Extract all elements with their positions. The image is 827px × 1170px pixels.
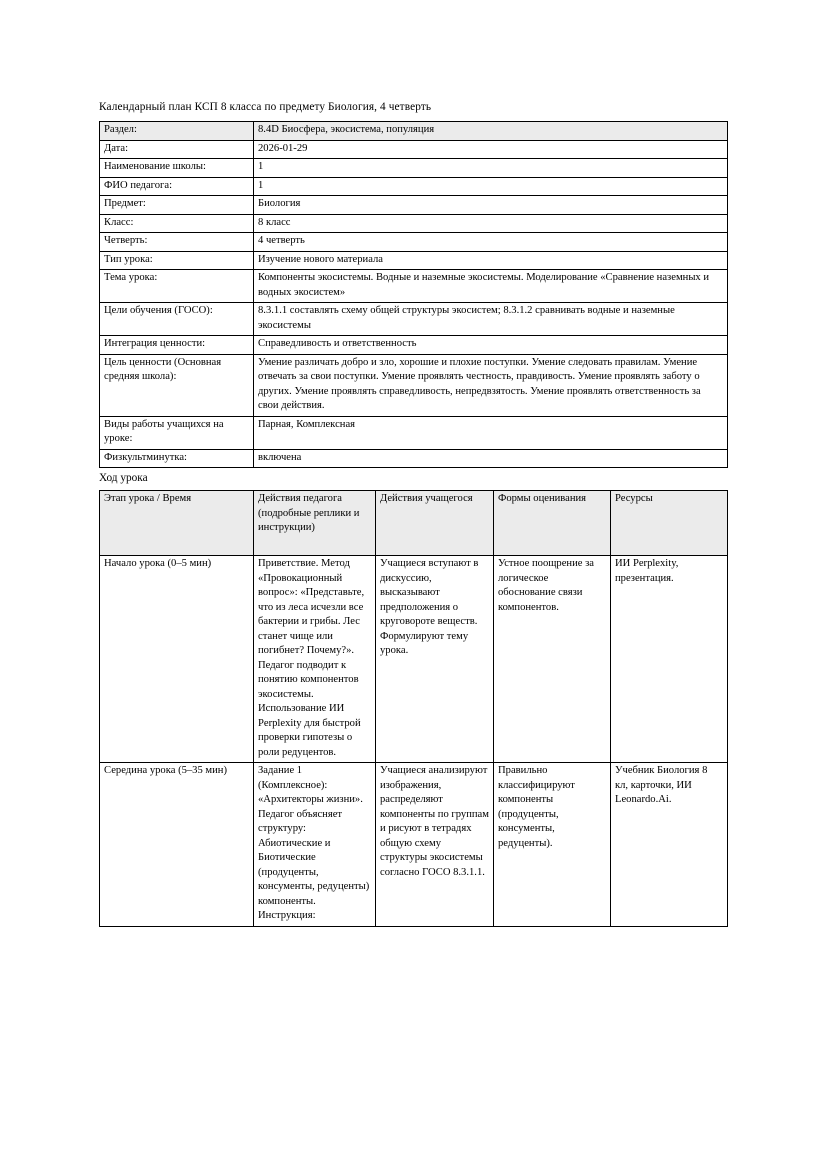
table-row [100, 251, 728, 270]
table-row [100, 140, 728, 159]
info-label-cell: Раздел: [100, 122, 254, 141]
lesson-flow-table-head [100, 491, 728, 556]
info-label-cell: Цель ценности (Основная средняя школа): [100, 354, 254, 416]
info-value-cell: Парная, Комплексная [254, 416, 728, 449]
teacher-actions-cell: Задание 1 (Комплексное): «Архитекторы жизни». Педагог объясняет структуру: Абиотические и Биотические (продуценты, консументы, редуценты) компоненты. Инструкция: [254, 763, 376, 927]
info-label-cell: Четверть: [100, 233, 254, 252]
stage-cell: Начало урока (0–5 мин) [100, 556, 254, 763]
document-content [99, 100, 727, 927]
info-value-cell: Биология [254, 196, 728, 215]
page-title: Календарный план КСП 8 класса по предмету Биология, 4 четверть [99, 101, 432, 113]
info-value-cell: 2026-01-29 [254, 140, 728, 159]
info-value-cell: Компоненты экосистемы. Водные и наземные экосистемы. Моделирование «Сравнение наземных и водных экосистем» [254, 270, 728, 303]
info-label-cell: Дата: [100, 140, 254, 159]
info-label-cell: Цели обучения (ГОСО): [100, 303, 254, 336]
info-label-cell: Интеграция ценности: [100, 336, 254, 355]
student-actions-cell: Учащиеся анализируют изображения, распределяют компоненты по группам и рисуют в тетрадях общую схему структуры экосистемы согласно ГОСО 8.3.1.1. [376, 763, 494, 927]
student-actions-cell: Учащиеся вступают в дискуссию, высказывают предположения о круговороте веществ. Формулируют тему урока. [376, 556, 494, 763]
info-label-cell: ФИО педагога: [100, 177, 254, 196]
info-value-cell: Справедливость и ответственность [254, 336, 728, 355]
info-value-cell: включена [254, 449, 728, 468]
info-value-cell: 4 четверть [254, 233, 728, 252]
lesson-flow-table [99, 490, 728, 927]
table-row [100, 196, 728, 215]
table-row [100, 159, 728, 178]
table-row [100, 354, 728, 416]
info-value-cell: 8.3.1.1 составлять схему общей структуры экосистем; 8.3.1.2 сравнивать водные и наземные экосистемы [254, 303, 728, 336]
info-label-cell: Предмет: [100, 196, 254, 215]
info-label-cell: Тема урока: [100, 270, 254, 303]
lesson-info-table-body [100, 122, 728, 468]
info-value-cell: 1 [254, 159, 728, 178]
info-value-cell: Умение различать добро и зло, хорошие и плохие поступки. Умение следовать правилам. Умение отвечать за свои поступки. Умение проявлять честность, правдивость. Умение проявлять заботу о других. Умение проявлять справедливость, непредвзятость. Умение проявлять ответственность за свои действия. [254, 354, 728, 416]
resources-cell: ИИ Perplexity, презентация. [611, 556, 728, 763]
info-label-cell: Наименование школы: [100, 159, 254, 178]
lesson-info-table [99, 121, 728, 468]
column-header-stage: Этап урока / Время [100, 491, 254, 556]
table-row [100, 233, 728, 252]
table-row [100, 177, 728, 196]
column-header-student-actions: Действия учащегося [376, 491, 494, 556]
column-header-assessment: Формы оценивания [494, 491, 611, 556]
stage-cell: Середина урока (5–35 мин) [100, 763, 254, 927]
info-value-cell: 8 класс [254, 214, 728, 233]
table-row [100, 556, 728, 763]
table-row [100, 763, 728, 927]
column-header-teacher-actions: Действия педагога (подробные реплики и инструкции) [254, 491, 376, 556]
lesson-flow-table-body [100, 556, 728, 927]
table-row [100, 449, 728, 468]
table-row [100, 270, 728, 303]
info-label-cell: Тип урока: [100, 251, 254, 270]
info-label-cell: Физкультминутка: [100, 449, 254, 468]
table-header-row [100, 491, 728, 556]
section-heading-lesson-flow: Ход урока [99, 472, 148, 484]
info-value-cell: Изучение нового материала [254, 251, 728, 270]
table-row [100, 214, 728, 233]
table-row [100, 336, 728, 355]
column-header-resources: Ресурсы [611, 491, 728, 556]
assessment-cell: Устное поощрение за логическое обоснование связи компонентов. [494, 556, 611, 763]
teacher-actions-cell: Приветствие. Метод «Провокационный вопрос»: «Представьте, что из леса исчезли все бактерии и грибы. Лес станет чище или погибнет? Почему?». Педагог подводит к понятию компонентов экосистемы. Использование ИИ Perplexity для быстрой проверки гипотезы о роли редуцентов. [254, 556, 376, 763]
info-value-cell: 1 [254, 177, 728, 196]
resources-cell: Учебник Биология 8 кл, карточки, ИИ Leonardo.Ai. [611, 763, 728, 927]
table-row [100, 303, 728, 336]
table-row [100, 122, 728, 141]
assessment-cell: Правильно классифицируют компоненты (продуценты, консументы, редуценты). [494, 763, 611, 927]
info-label-cell: Виды работы учащихся на уроке: [100, 416, 254, 449]
info-label-cell: Класс: [100, 214, 254, 233]
table-row [100, 416, 728, 449]
info-value-cell: 8.4D Биосфера, экосистема, популяция [254, 122, 728, 141]
